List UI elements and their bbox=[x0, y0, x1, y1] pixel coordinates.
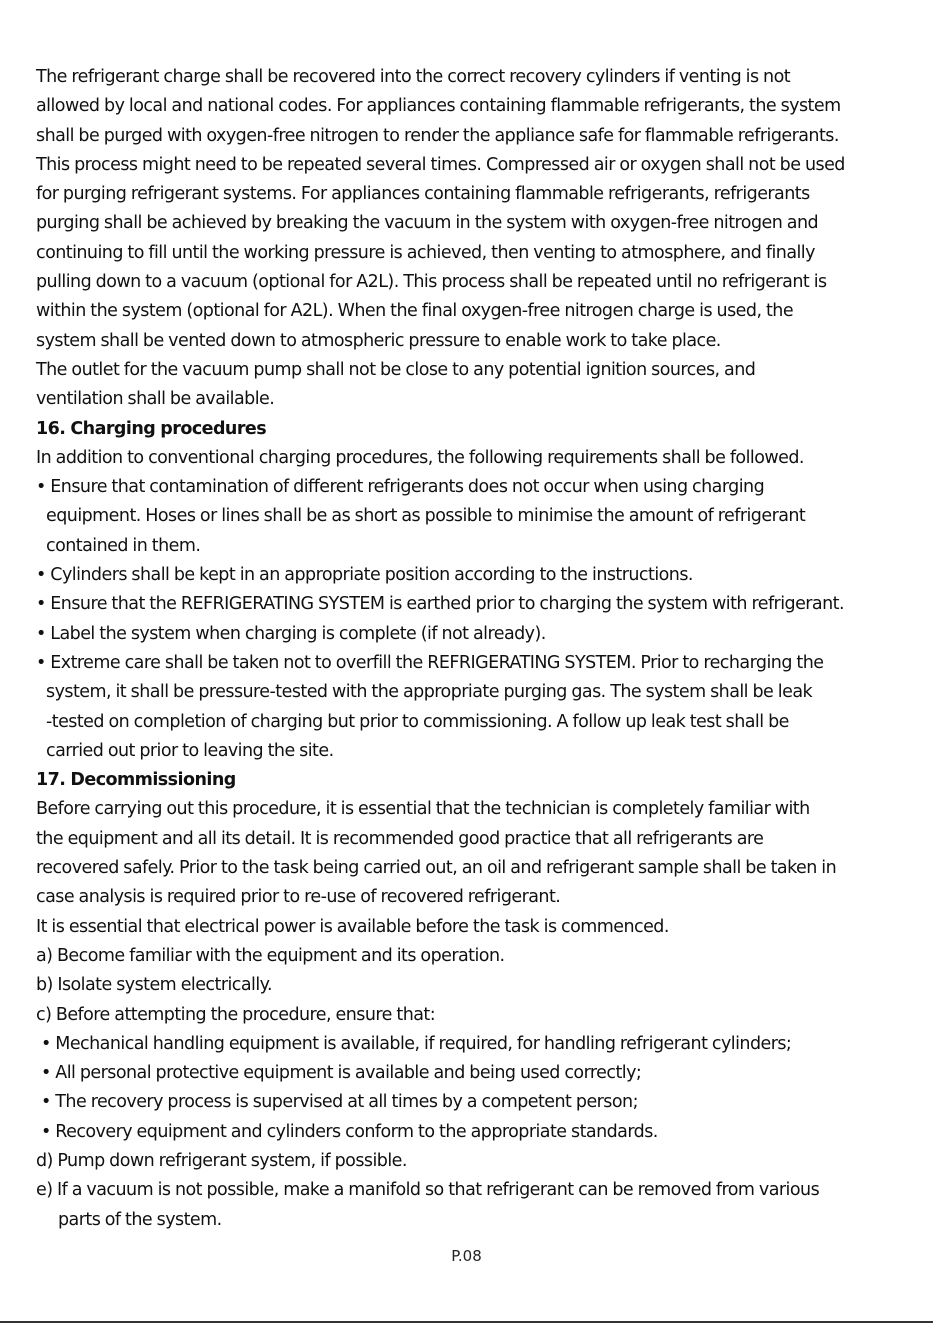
text-line: This process might need to be repeated several times. Compressed air or oxygen shall not be used bbox=[36, 154, 845, 175]
bullet-item: • Label the system when charging is complete (if not already). bbox=[36, 623, 546, 644]
bullet-item bbox=[36, 473, 906, 561]
text-line: pulling down to a vacuum (optional for A2L). This process shall be repeated until no refrigerant is bbox=[36, 272, 827, 293]
sub-bullet: • All personal protective equipment is available and being used correctly; bbox=[41, 1063, 642, 1084]
section-decommissioning bbox=[36, 766, 906, 1235]
section-heading: 17. Decommissioning bbox=[36, 770, 236, 791]
bullet-line: system, it shall be pressure-tested with the appropriate purging gas. The system shall be leak bbox=[46, 682, 813, 703]
bottom-divider bbox=[0, 1321, 933, 1323]
section-heading: 16. Charging procedures bbox=[36, 418, 267, 439]
step-d: d) Pump down refrigerant system, if possible. bbox=[36, 1150, 407, 1171]
section-charging-procedures bbox=[36, 415, 906, 767]
bullet-item: • Ensure that the REFRIGERATING SYSTEM is earthed prior to charging the system with refrigerant. bbox=[36, 594, 844, 615]
sub-bullet: • Mechanical handling equipment is available, if required, for handling refrigerant cylinders; bbox=[41, 1033, 792, 1054]
text-line: The outlet for the vacuum pump shall not be close to any potential ignition sources, and bbox=[36, 359, 756, 380]
text-line: case analysis is required prior to re-use of recovered refrigerant. bbox=[36, 887, 561, 908]
bullet-line: carried out prior to leaving the site. bbox=[46, 740, 334, 761]
bullet-item: • Cylinders shall be kept in an appropriate position according to the instructions. bbox=[36, 565, 693, 586]
text-line: recovered safely. Prior to the task being carried out, an oil and refrigerant sample shall be taken in bbox=[36, 858, 837, 879]
text-line: for purging refrigerant systems. For appliances containing flammable refrigerants, refrigerants bbox=[36, 184, 810, 205]
text-line: Before carrying out this procedure, it is essential that the technician is completely familiar with bbox=[36, 799, 810, 820]
text-line: system shall be vented down to atmospheric pressure to enable work to take place. bbox=[36, 330, 721, 351]
bullet-line: • Ensure that contamination of different refrigerants does not occur when using charging bbox=[36, 477, 765, 498]
text-line: within the system (optional for A2L). When the final oxygen-free nitrogen charge is used, the bbox=[36, 301, 794, 322]
bullet-line: contained in them. bbox=[46, 535, 201, 556]
sub-bullet: • Recovery equipment and cylinders conform to the appropriate standards. bbox=[41, 1121, 658, 1142]
step-c: c) Before attempting the procedure, ensure that: bbox=[36, 1004, 436, 1025]
text-line: ventilation shall be available. bbox=[36, 389, 275, 410]
section-intro: In addition to conventional charging procedures, the following requirements shall be followed. bbox=[36, 447, 804, 468]
bullet-line: equipment. Hoses or lines shall be as short as possible to minimise the amount of refrigerant bbox=[46, 506, 806, 527]
intro-paragraph bbox=[36, 63, 906, 415]
manual-page bbox=[36, 63, 906, 1235]
text-line: The refrigerant charge shall be recovered into the correct recovery cylinders if venting is not bbox=[36, 67, 791, 87]
bullet-line: -tested on completion of charging but prior to commissioning. A follow up leak test shall be bbox=[46, 711, 789, 732]
step-a: a) Become familiar with the equipment and its operation. bbox=[36, 945, 505, 966]
page-number: P.08 bbox=[451, 1247, 482, 1265]
text-line: shall be purged with oxygen-free nitrogen to render the appliance safe for flammable refrigerants. bbox=[36, 125, 839, 146]
text-line: allowed by local and national codes. For appliances containing flammable refrigerants, the system bbox=[36, 96, 841, 117]
bullet-item bbox=[36, 649, 906, 766]
text-line: purging shall be achieved by breaking the vacuum in the system with oxygen-free nitrogen and bbox=[36, 213, 819, 234]
sub-bullet: • The recovery process is supervised at all times by a competent person; bbox=[41, 1092, 638, 1113]
step-b: b) Isolate system electrically. bbox=[36, 975, 272, 996]
step-e-continuation: parts of the system. bbox=[58, 1209, 222, 1230]
bullet-line: • Extreme care shall be taken not to overfill the REFRIGERATING SYSTEM. Prior to recharging the bbox=[36, 652, 824, 673]
text-line: the equipment and all its detail. It is recommended good practice that all refrigerants are bbox=[36, 828, 764, 849]
text-line: continuing to fill until the working pressure is achieved, then venting to atmosphere, and finally bbox=[36, 242, 815, 263]
step-e: e) If a vacuum is not possible, make a manifold so that refrigerant can be removed from various bbox=[36, 1180, 820, 1201]
text-line: It is essential that electrical power is available before the task is commenced. bbox=[36, 916, 669, 937]
